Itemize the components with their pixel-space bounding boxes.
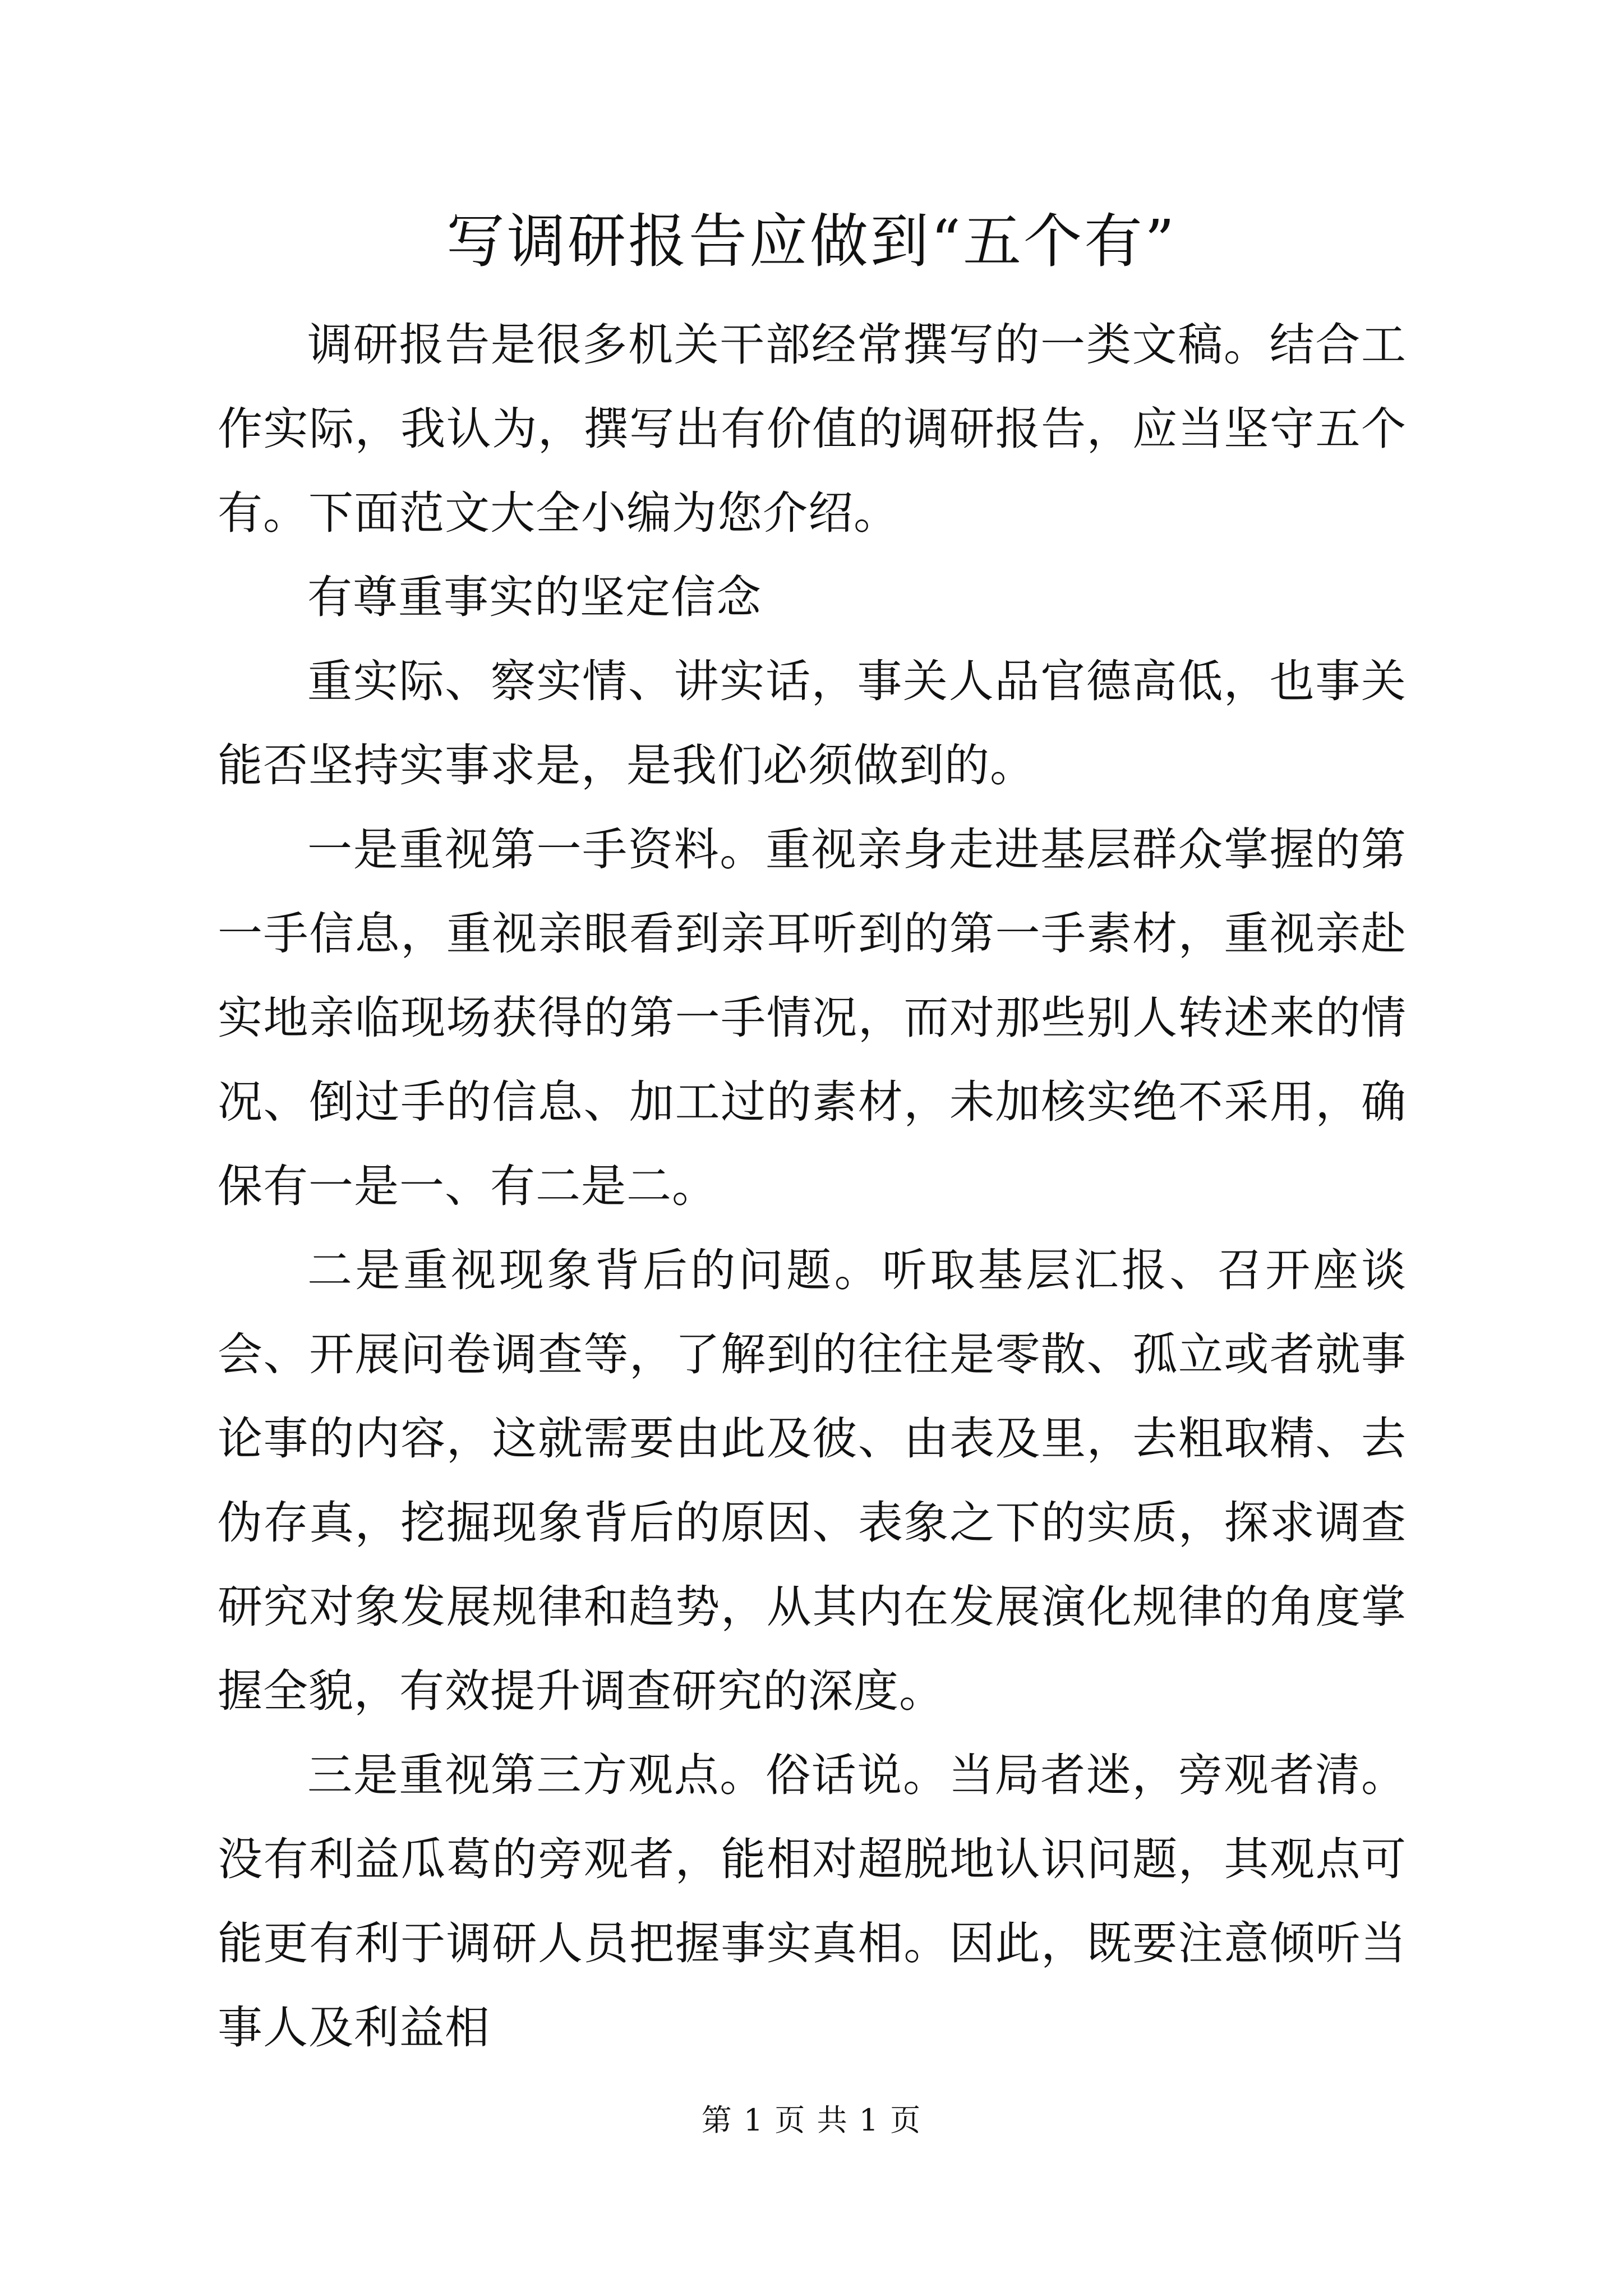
page-footer: 第 1 页 共 1 页 [701,2102,922,2138]
document-title: 写调研报告应做到“五个有” [446,207,1177,275]
paragraph-intro: 调研报告是很多机关干部经常撰写的一类文稿。结合工作实际，我认为，撰写出有价值的调研报告，应当坚守五个有。下面范文大全小编为您介绍。 [218,319,1407,539]
paragraph-principle: 重实际、察实情、讲实话，事关人品官德高低，也事关能否坚持实事求是，是我们必须做到的。 [218,655,1407,792]
paragraph-point-two: 二是重视现象背后的问题。听取基层汇报、召开座谈会、开展问卷调查等，了解到的往往是零散、孤立或者就事论事的内容，这就需要由此及彼、由表及里，去粗取精、去伪存真，挖掘现象背后的原因、表象之下的实质，探求调查研究对象发展规律和趋势，从其内在发展演化规律的角度掌握全貌，有效提升调查研究的深度。 [218,1244,1407,1717]
section-heading: 有尊重事实的坚定信念 [307,571,762,623]
document-body [218,303,1407,2070]
paragraph-point-one: 一是重视第一手资料。重视亲身走进基层群众掌握的第一手信息，重视亲眼看到亲耳听到的第一手素材，重视亲赴实地亲临现场获得的第一手情况，而对那些别人转述来的情况、倒过手的信息、加工过的素材，未加核实绝不采用，确保有一是一、有二是二。 [218,823,1407,1212]
paragraph-point-three: 三是重视第三方观点。俗话说。当局者迷，旁观者清。没有利益瓜葛的旁观者，能相对超脱地认识问题，其观点可能更有利于调研人员把握事实真相。因此，既要注意倾听当事人及利益相 [218,1749,1407,2054]
